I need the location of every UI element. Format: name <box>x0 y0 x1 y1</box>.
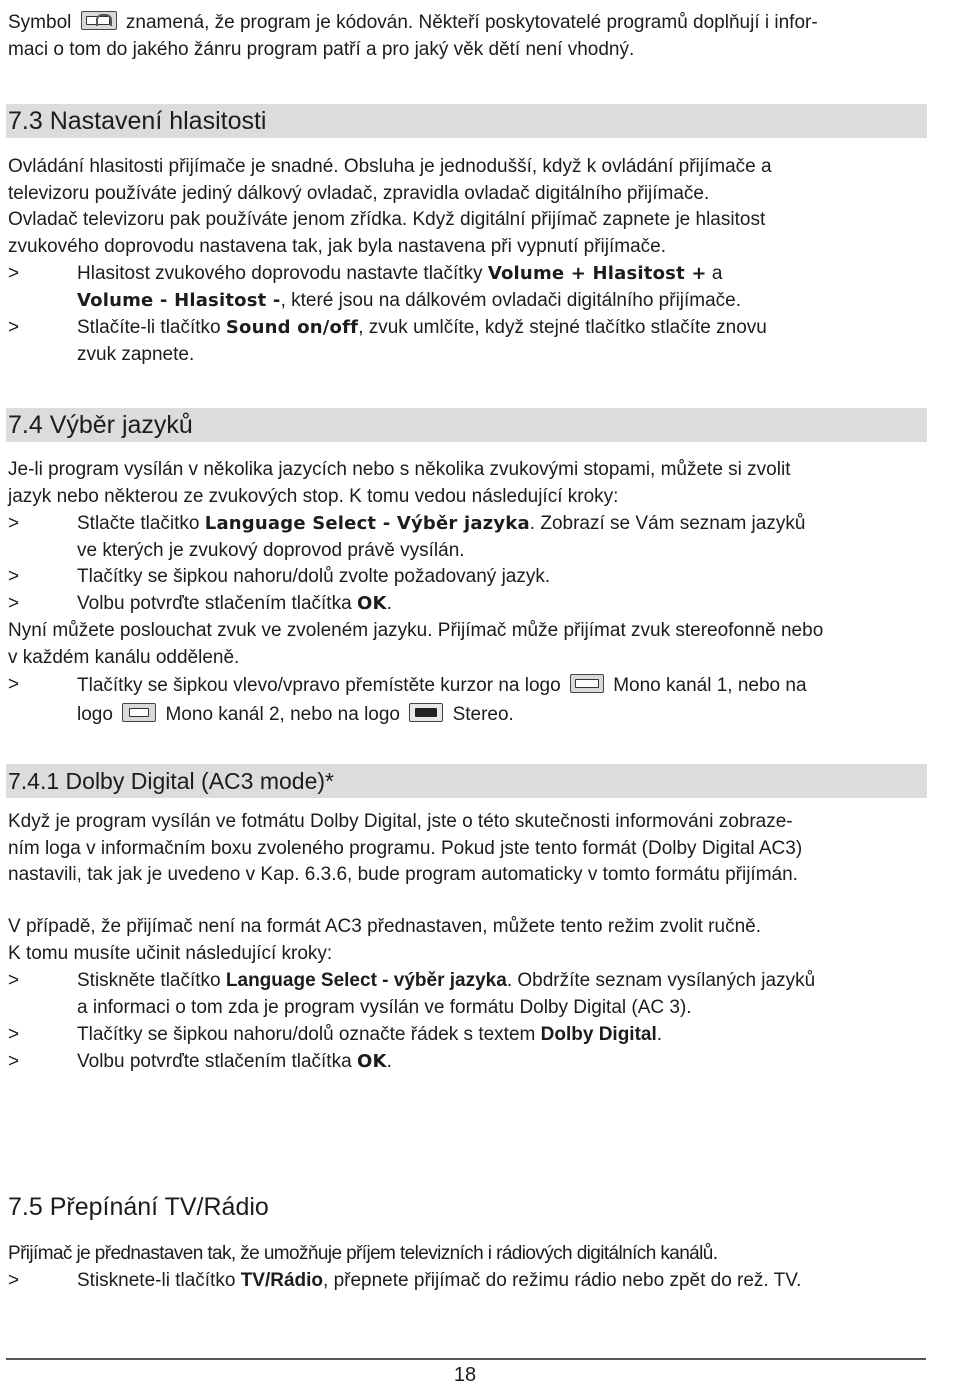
bullet-mark: > <box>8 970 20 991</box>
list-item: > Stlačíte-li tlačítko Sound on/off, zvuk umlčíte, když stejné tlačítko stlačíte znovu zvuk zapnete. <box>8 314 956 368</box>
list-item: > Tlačítky se šipkou vlevo/vpravo přemístěte kurzor na logo Mono kanál 1, nebo na logo Mono kanál 2, nebo na logo Stereo. <box>8 671 956 729</box>
paragraph-line: Nyní můžete poslouchat zvuk ve zvoleném jazyku. Přijímač může přijímat zvuk stereofonně nebo <box>8 620 824 641</box>
bullet-mark: > <box>8 1051 20 1072</box>
paragraph-line: Když je program vysílán ve fotmátu Dolby Digital, jste o této skutečnosti informováni zobraze- <box>8 811 793 832</box>
list-item: > Stiskněte tlačítko Language Select - výběr jazyka. Obdržíte seznam vysílaných jazyků a informaci o tom zda je program vysílán ve formátu Dolby Digital (AC 3). <box>8 967 956 1021</box>
section-heading-7-4-1: 7.4.1 Dolby Digital (AC3 mode)* <box>6 764 927 798</box>
paragraph-line: V případě, že přijímač není na formát AC3 přednastaven, můžete tento režim zvolit ručně. <box>8 916 761 937</box>
language-select-key: Language Select - Výběr jazyka <box>204 513 530 534</box>
bullet-mark: > <box>8 1270 20 1291</box>
section-heading-7-3: 7.3 Nastavení hlasitosti <box>6 104 927 138</box>
paragraph-line: televizoru používáte jediný dálkový ovladač, zpravidla ovladač digitálního přijímače. <box>8 183 710 204</box>
paragraph-line: Přijímač je přednastaven tak, že umožňuje příjem televizních i rádiových digitálních kanálů. <box>8 1243 718 1264</box>
bullet-mark: > <box>8 593 20 614</box>
section-heading-7-5: 7.5 Přepínání TV/Rádio <box>8 1193 269 1221</box>
bullet-mark: > <box>8 513 20 534</box>
paragraph-line: Je-li program vysílán v několika jazycích nebo s několika zvukovými stopami, můžete si zvolit <box>8 459 791 480</box>
ok-key: OK <box>356 1051 387 1072</box>
footer-rule <box>6 1358 926 1360</box>
stereo-icon <box>409 703 443 722</box>
list-item: > Volbu potvrďte stlačením tlačítka OK. <box>8 1048 956 1075</box>
bullet-mark: > <box>8 566 20 587</box>
bullet-mark: > <box>8 263 20 284</box>
mono-channel-2-icon <box>122 703 156 722</box>
sound-on-off-key: Sound on/off <box>225 317 359 338</box>
mono-channel-1-icon <box>570 674 604 693</box>
intro-line-2: maci o tom do jakého žánru program patří a pro jaký věk dětí není vhodný. <box>8 39 635 60</box>
volume-down-key: Volume - Hlasitost - <box>77 290 281 311</box>
page-number: 18 <box>453 1364 477 1386</box>
list-item: > Hlasitost zvukového doprovodu nastavte tlačítky Volume + Hlasitost + a Volume - Hlasitost -, které jsou na dálkovém ovladači digitálního přijímače. <box>8 260 956 314</box>
list-item: > Tlačítky se šipkou nahoru/dolů označte řádek s textem Dolby Digital. <box>8 1021 956 1048</box>
paragraph-line: jazyk nebo některou ze zvukových stop. K tomu vedou následující kroky: <box>8 486 619 507</box>
section-heading-7-4: 7.4 Výběr jazyků <box>6 408 927 442</box>
paragraph-line: Ovládání hlasitosti přijímače je snadné. Obsluha je jednodušší, když k ovládání přijímače a <box>8 156 772 177</box>
volume-up-key: Volume + Hlasitost + <box>487 263 707 284</box>
bullet-mark: > <box>8 317 20 338</box>
bullet-mark: > <box>8 674 20 695</box>
ok-key: OK <box>356 593 387 614</box>
bullet-mark: > <box>8 1024 20 1045</box>
list-item: > Stisknete-li tlačítko TV/Rádio, přepnete přijímač do režimu rádio nebo zpět do rež. TV. <box>8 1267 956 1294</box>
language-select-key: Language Select - výběr jazyka <box>225 970 507 991</box>
paragraph-line: K tomu musíte učinit následující kroky: <box>8 943 333 964</box>
lock-crypt-icon <box>81 11 117 30</box>
paragraph-line: v každém kanálu odděleně. <box>8 647 240 668</box>
paragraph-line: Ovladač televizoru pak používáte jenom zřídka. Když digitální přijímač zapnete je hlasitost <box>8 209 766 230</box>
dolby-digital-option: Dolby Digital <box>540 1024 657 1045</box>
list-item: > Tlačítky se šipkou nahoru/dolů zvolte požadovaný jazyk. <box>8 563 956 590</box>
paragraph-line: zvukového doprovodu nastavena tak, jak byla nastavena při vypnutí přijímače. <box>8 236 666 257</box>
paragraph-line: ním loga v informačním boxu zvoleného programu. Pokud jste tento formát (Dolby Digital AC3) <box>8 838 803 859</box>
paragraph-line: nastavili, tak jak je uvedeno v Kap. 6.3.6, bude program automaticky v tomto formátu přijímán. <box>8 864 798 885</box>
intro-line-1: Symbol znamená, že program je kódován. Někteří poskytovatelé programů doplňují i infor- <box>8 12 818 33</box>
tv-radio-key: TV/Rádio <box>240 1270 324 1291</box>
list-item: > Volbu potvrďte stlačením tlačítka OK. <box>8 590 956 617</box>
list-item: > Stlačte tlačitko Language Select - Výběr jazyka. Zobrazí se Vám seznam jazyků ve kterých je zvukový doprovod právě vysílán. <box>8 510 956 564</box>
